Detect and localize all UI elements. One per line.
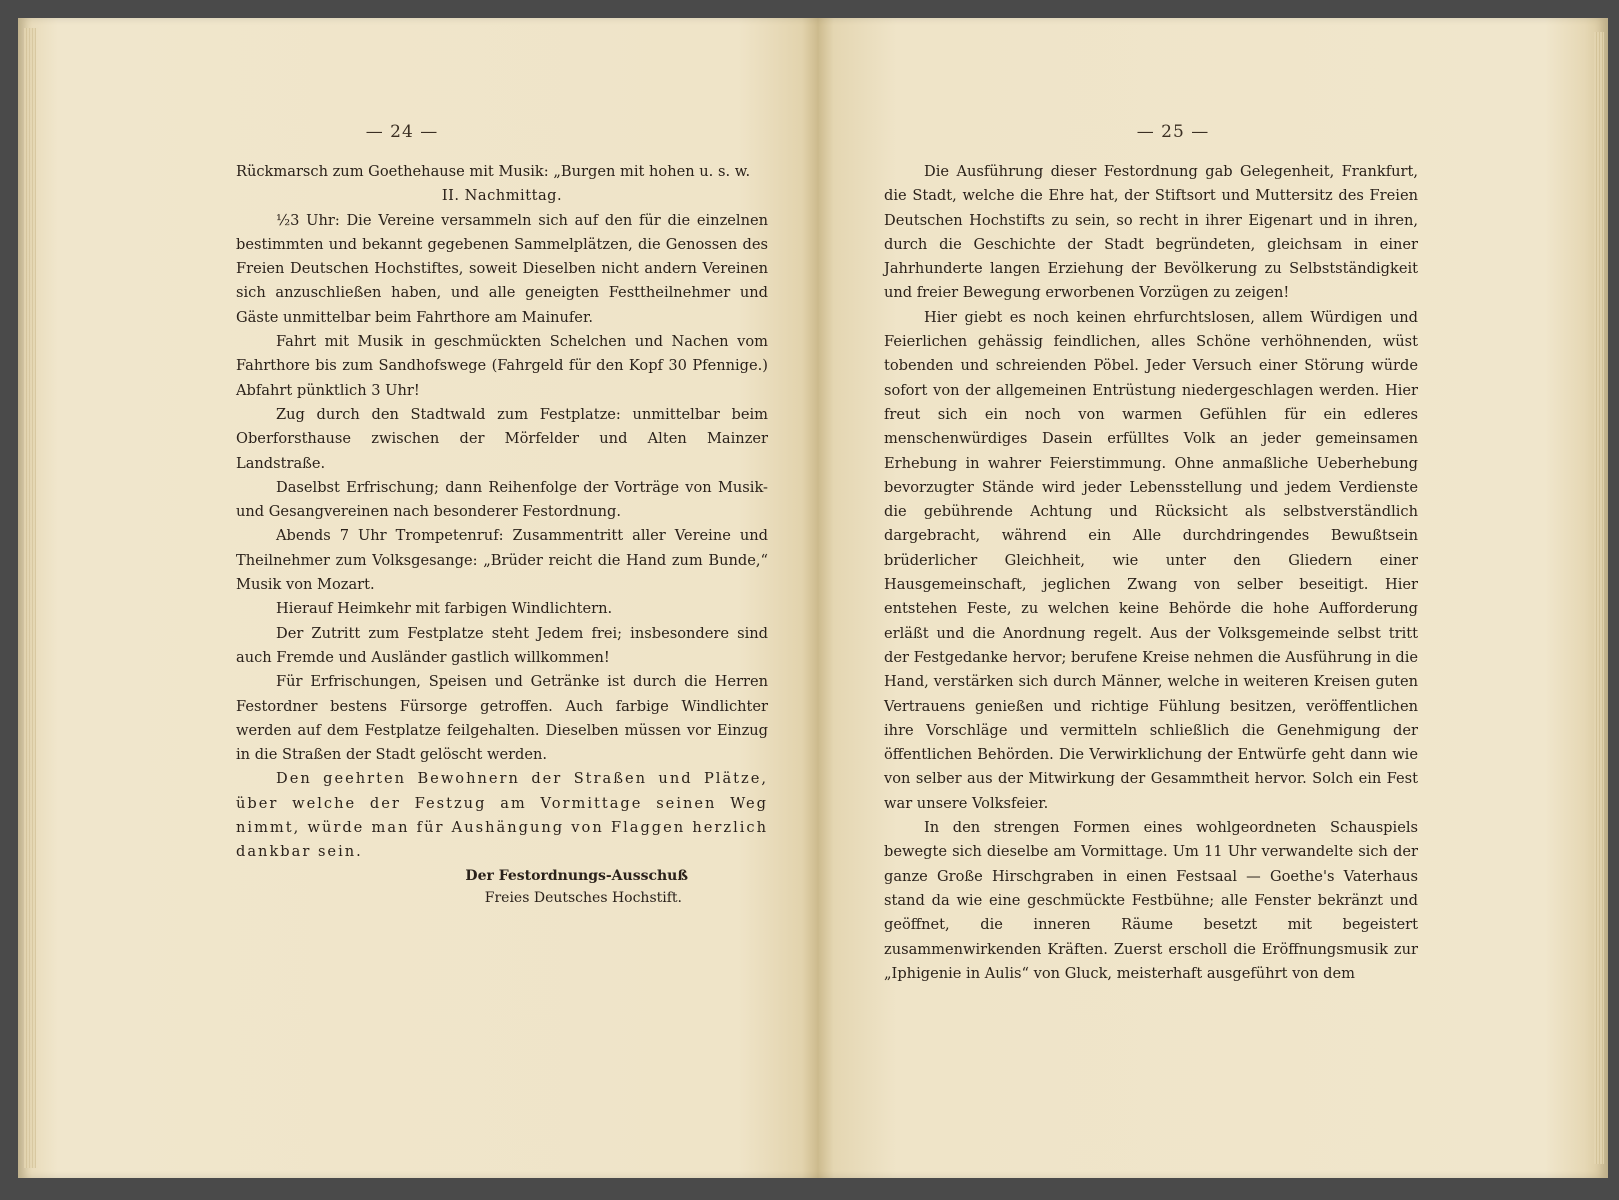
paragraph: Hier giebt es noch keinen ehrfurchtslosen, allem Würdigen und Feierlichen gehässig feindlichen, alles Schöne verhöhnenden, wüst tobenden und schreienden Pöbel. Jeder Versuch einer Störung würde sofort von der allgemeinen Entrüstung niedergeschlagen werden. Hier freut sich ein noch von warmen Gefühlen für ein edleres menschenwürdiges Dasein erfülltes Volk an jeder gemeinsamen Erhebung in wahrer Feierstimmung. Ohne anmaßliche Ueberhebung bevorzugter Stände wird jeder Lebensstellung und jedem Verdienste die gebührende Achtung und Rücksicht als selbstverständlich dargebracht, während ein Alle durchdringendes Bewußtsein brüderlicher Gleichheit, wie unter den Gliedern einer Hausgemeinschaft, jeglichen Zwang von selber beseitigt. Hier entstehen Feste, zu welchen keine Behörde die hohe Aufforderung erläßt und die Anordnung regelt. Aus der Volksgemeinde selbst tritt der Festgedanke hervor; berufene Kreise nehmen die Ausführung in die Hand, verstärken sich durch Männer, welche in weiteren Kreisen guten Vertrauens genießen und richtige Fühlung besitzen, veröffentlichen ihre Vorschläge und vermitteln schließlich die Genehmigung der öffentlichen Behörden. Die Verwirklichung der Entwürfe geht dann wie von selber aus der Mitwirkung der Gesammtheit hervor. Solch ein Fest war unsere Volksfeier.: [884, 308, 1419, 812]
paragraph: Den geehrten Bewohnern der Straßen und Plätze, über welche der Festzug am Vormittage seinen Weg nimmt, würde man für Aushängung von Flaggen herzlich dankbar sein.: [236, 770, 768, 861]
paragraph: Fahrt mit Musik in geschmückten Schelchen und Nachen vom Fahrthore bis zum Sandhofswege (Fahrgeld für den Kopf 30 Pfennige.) Abfahrt pünktlich 3 Uhr!: [236, 333, 768, 399]
right-page-text: [884, 160, 1418, 986]
left-page-text: [236, 160, 768, 909]
signature-committee: Der Festordnungs-Ausschuß: [465, 867, 688, 884]
page-number: — 24 —: [365, 122, 439, 142]
paragraph: Für Erfrischungen, Speisen und Getränke ist durch die Herren Festordner bestens Fürsorge getroffen. Auch farbige Windlichter werden auf dem Festplatze feilgehalten. Dieselben müssen vor Einzug in die Straßen der Stadt gelöscht werden.: [236, 673, 768, 764]
right-page: [818, 18, 1608, 1178]
paragraph: Der Zutritt zum Festplatze steht Jedem frei; insbesondere sind auch Fremde und Ausländer gastlich willkommen!: [236, 624, 768, 666]
left-page: [18, 18, 818, 1178]
paragraph: Die Ausführung dieser Festordnung gab Gelegenheit, Frankfurt, die Stadt, welche die Ehre hat, der Stiftsort und Muttersitz des Freien Deutschen Hochstifts zu sein, so recht in ihrer Eigenart und in ihren, durch die Geschichte der Stadt begründeten, gleichsam in einer Jahrhunderte langen Erziehung der Bevölkerung zu Selbstständigkeit und freier Bewegung erworbenen Vorzügen zu zeigen!: [884, 163, 1418, 302]
paragraph: Hierauf Heimkehr mit farbigen Windlichtern.: [276, 600, 613, 618]
paragraph: In den strengen Formen eines wohlgeordneten Schauspiels bewegte sich dieselbe am Vormittage. Um 11 Uhr verwandelte sich der ganze Große Hirschgraben in einen Festsaal — Goethe's Vaterhaus stand da wie eine geschmückte Festbühne; alle Fenster bekränzt und geöffnet, die inneren Räume besetzt mit begeistert zusammenwirkenden Kräften. Zuerst erscholl die Eröffnungsmusik zur „Iphigenie in Aulis“ von Gluck, meisterhaft ausgeführt von dem: [884, 819, 1418, 982]
paragraph: ½3 Uhr: Die Vereine versammeln sich auf den für die einzelnen bestimmten und bekannt gegebenen Sammelplätzen, die Genossen des Freien Deutschen Hochstiftes, soweit Dieselben nicht andern Vereinen sich anzuschließen haben, und alle geneigten Festtheilnehmer und Gäste unmittelbar beim Fahrthore am Mainufer.: [236, 211, 768, 326]
paragraph: Daselbst Erfrischung; dann Reihenfolge der Vorträge von Musik- und Gesangvereinen nach besonderer Festordnung.: [236, 478, 768, 521]
signature: [236, 865, 768, 909]
paragraph: Zug durch den Stadtwald zum Festplatze: unmittelbar beim Oberforsthause zwischen der Mörfelder und Alten Mainzer Landstraße.: [236, 405, 768, 472]
signature-institution: Freies Deutsches Hochstift.: [484, 889, 682, 906]
open-book: [18, 18, 1608, 1178]
paragraph: Abends 7 Uhr Trompetenruf: Zusammentritt aller Vereine und Theilnehmer zum Volksgesange: „Brüder reicht die Hand zum Bunde,“ Musik von Mozart.: [236, 527, 768, 594]
page-number: — 25 —: [1136, 122, 1210, 142]
paragraph: Rückmarsch zum Goethehause mit Musik: „Burgen mit hohen u. s. w.: [236, 163, 751, 180]
section-subheading: II. Nachmittag.: [441, 187, 563, 205]
